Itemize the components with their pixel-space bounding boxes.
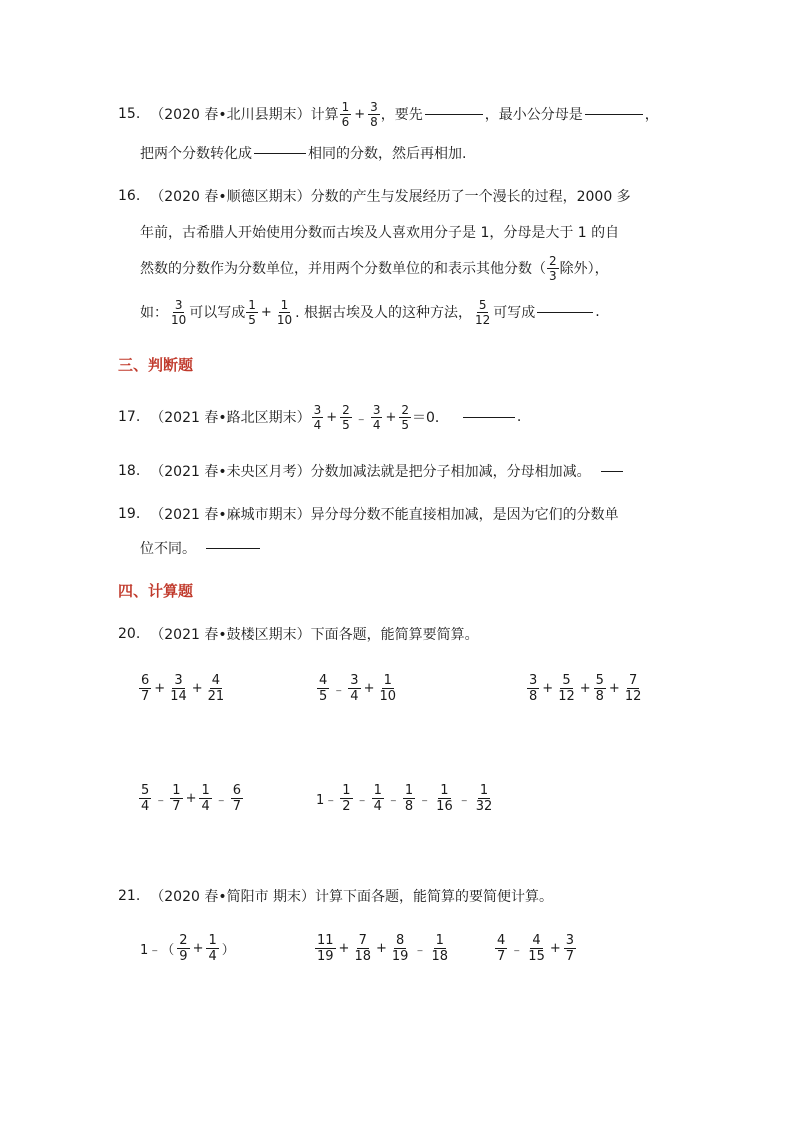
question-15-line-2: 把两个分数转化成 相同的分数，然后再相加. — [140, 146, 467, 162]
expression-20-5 — [314, 778, 495, 818]
question-number: 17. — [118, 409, 141, 425]
fraction — [377, 674, 398, 703]
numerator: 4 — [497, 932, 506, 948]
operator: ﹣ — [355, 792, 369, 808]
fraction — [177, 934, 189, 963]
numerator: 3 — [529, 672, 538, 688]
denominator: 4 — [208, 948, 217, 964]
denominator: 5 — [319, 688, 328, 704]
operator: + — [192, 940, 204, 956]
operator: ﹣ — [510, 942, 524, 958]
fraction — [495, 934, 507, 963]
fraction — [390, 934, 411, 963]
denominator: 32 — [475, 798, 493, 814]
expression-20-4 — [138, 778, 244, 818]
operator: + — [338, 940, 350, 956]
denominator: 16 — [436, 798, 453, 814]
fraction: $\frac{3}{4}$ — [372, 402, 381, 432]
fraction — [139, 784, 151, 813]
operator: ﹣ — [154, 792, 168, 808]
denominator: 8 — [404, 798, 414, 814]
denominator: 4 — [201, 798, 210, 814]
numerator: 1 — [373, 782, 382, 798]
fraction: $\frac{1}{6}$ — [341, 99, 350, 129]
question-21: 21. （2020 春•简阳市 期末）计算下面各题，能简算的要简便计算。 — [118, 888, 554, 905]
answer-blank[interactable] — [425, 113, 483, 115]
denominator: 2 — [342, 798, 351, 814]
fraction: $\frac{1}{5}$ — [248, 297, 256, 327]
operator: ﹣ — [413, 942, 427, 958]
numerator: 6 — [141, 672, 150, 688]
fraction — [474, 784, 495, 813]
fraction: $\frac{3}{4}$ — [313, 402, 322, 432]
numerator: 1 — [342, 782, 351, 798]
question-number: 18. — [118, 463, 141, 479]
operator: ﹣ — [457, 792, 471, 808]
denominator: 4 — [350, 688, 359, 704]
numerator: 1 — [404, 782, 414, 798]
operator: + — [579, 680, 591, 696]
denominator: 15 — [528, 948, 545, 964]
numerator: 4 — [211, 672, 221, 688]
fraction — [623, 674, 644, 703]
question-number: 20. — [118, 626, 141, 642]
question-16-line-4: 如： $\frac{3}{10}$ 可以写成 $\frac{1}{5}$ + $\frac{1}{10}$ . 根据古埃及人的这种方法， $\frac{5}{12}$ 可写成 . — [140, 297, 600, 327]
fraction — [168, 674, 189, 703]
numerator: 5 — [595, 672, 604, 688]
operator: + — [191, 680, 203, 696]
fraction — [434, 784, 455, 813]
question-19-line-2: 位不同。 — [140, 528, 262, 568]
operator: + — [542, 680, 554, 696]
operator: + — [154, 680, 166, 696]
question-16-line-3: 然数的分数作为分数单位，并用两个分数单位的和表示其他分数（ $\frac{2}{3}$ 除外）， — [140, 253, 609, 283]
answer-blank[interactable] — [585, 113, 643, 115]
fraction — [372, 784, 384, 813]
fraction: $\frac{2}{5}$ — [342, 402, 350, 432]
fraction — [317, 674, 329, 703]
denominator: 19 — [391, 948, 409, 964]
expression-21-3 — [494, 928, 577, 968]
denominator: 8 — [595, 688, 604, 704]
operator: ﹣ — [214, 792, 228, 808]
numerator: 3 — [350, 672, 359, 688]
question-15-line-1: 15. （2020 春•北川县期末）计算 $\frac{1}{6}$ + $\frac{3}{8}$ ，要先 ，最小公分母是 ， — [118, 99, 659, 129]
answer-blank[interactable] — [254, 152, 306, 154]
section-heading-judgement: 三、判断题 — [118, 356, 194, 374]
question-20: 20. （2021 春•鼓楼区期末）下面各题，能简算要简算。 — [118, 626, 479, 643]
denominator: 7 — [141, 688, 150, 704]
denominator: 7 — [497, 948, 506, 964]
expression-20-1 — [138, 668, 227, 708]
operator: + — [608, 680, 620, 696]
fraction — [564, 934, 576, 963]
numerator: 7 — [628, 672, 638, 688]
fraction: $\frac{3}{8}$ — [370, 99, 378, 129]
fraction — [231, 784, 243, 813]
numerator: 5 — [141, 782, 150, 798]
question-number: 16. — [118, 188, 141, 204]
fraction: $\frac{1}{10}$ — [276, 297, 293, 327]
denominator: 10 — [379, 688, 397, 704]
fraction — [352, 934, 373, 963]
numerator: 1 — [208, 932, 217, 948]
fraction — [348, 674, 360, 703]
operator: 1﹣（ — [140, 942, 175, 958]
fraction — [170, 784, 182, 813]
denominator: 4 — [141, 798, 150, 814]
denominator: 8 — [529, 688, 538, 704]
denominator: 18 — [354, 948, 371, 964]
denominator: 12 — [558, 688, 575, 704]
numerator: 7 — [358, 932, 367, 948]
question-19-line-1: 19. （2021 春•麻城市期末）异分母分数不能直接相加减，是因为它们的分数单 — [118, 506, 619, 523]
question-16-line-2: 年前，古希腊人开始使用分数而古埃及人喜欢用分子是 1，分母是大于 1 的自 — [140, 225, 620, 241]
denominator: 21 — [207, 688, 225, 704]
numerator: 2 — [179, 932, 188, 948]
answer-blank[interactable] — [601, 470, 623, 472]
numerator: 1 — [172, 782, 181, 798]
numerator: 3 — [565, 932, 575, 948]
fraction — [340, 784, 352, 813]
operator: ） — [221, 942, 235, 958]
numerator: 1 — [435, 932, 444, 948]
expression-21-2 — [314, 928, 451, 968]
fraction — [206, 934, 218, 963]
operator: + — [185, 790, 197, 806]
numerator: 3 — [174, 672, 183, 688]
numerator: 1 — [201, 782, 210, 798]
question-17: 17. （2021 春•路北区期末） $\frac{3}{4}$ + $\frac{2}{5}$ ﹣ $\frac{3}{4}$ + $\frac{2}{5}$ ＝0． . — [118, 402, 522, 432]
numerator: 6 — [232, 782, 242, 798]
question-number: 21. — [118, 888, 141, 904]
operator: ﹣ — [386, 792, 400, 808]
operator: + — [363, 680, 375, 696]
fraction: $\frac{5}{12}$ — [475, 297, 491, 327]
denominator: 7 — [172, 798, 181, 814]
denominator: 4 — [373, 798, 382, 814]
answer-blank[interactable] — [463, 416, 515, 418]
expression-20-2 — [316, 668, 399, 708]
denominator: 7 — [565, 948, 575, 964]
fraction — [206, 674, 227, 703]
denominator: 19 — [317, 948, 334, 964]
question-number: 15. — [118, 106, 141, 122]
numerator: 4 — [532, 932, 541, 948]
question-18: 18. （2021 春•未央区月考）分数加减法就是把分子相加减，分母相加减。 — [118, 451, 625, 491]
fraction: $\frac{2}{3}$ — [549, 253, 557, 283]
operator: + — [549, 940, 561, 956]
operator: + — [376, 940, 387, 956]
fraction — [594, 674, 606, 703]
question-source: （2020 春•北川县期末）计算 — [150, 107, 339, 123]
fraction — [199, 784, 211, 813]
question-16-line-1: 16. （2020 春•顺德区期末）分数的产生与发展经历了一个漫长的过程，2000 多 — [118, 188, 631, 205]
denominator: 12 — [624, 688, 642, 704]
fraction: $\frac{2}{5}$ — [401, 402, 409, 432]
fraction — [315, 934, 336, 963]
expression-21-1 — [138, 928, 237, 968]
fraction — [139, 674, 151, 703]
numerator: 1 — [479, 782, 489, 798]
denominator: 14 — [170, 688, 187, 704]
denominator: 9 — [179, 948, 188, 964]
section-heading-calculation: 四、计算题 — [118, 582, 194, 600]
answer-blank[interactable] — [537, 311, 593, 313]
fraction — [526, 934, 547, 963]
fraction — [527, 674, 539, 703]
expression-20-3 — [526, 668, 644, 708]
numerator: 1 — [383, 672, 392, 688]
fraction — [556, 674, 577, 703]
operator: ﹣ — [332, 682, 346, 698]
fraction — [429, 934, 450, 963]
numerator: 1 — [440, 782, 449, 798]
answer-blank[interactable] — [206, 547, 260, 549]
operator: ﹣ — [418, 792, 432, 808]
fraction: $\frac{3}{10}$ — [171, 297, 187, 327]
denominator: 18 — [431, 948, 449, 964]
question-number: 19. — [118, 506, 141, 522]
denominator: 7 — [232, 798, 242, 814]
numerator: 11 — [317, 932, 334, 948]
numerator: 8 — [396, 932, 405, 948]
numerator: 4 — [319, 672, 328, 688]
fraction — [403, 784, 415, 813]
operator: 1﹣ — [316, 792, 338, 808]
numerator: 5 — [562, 672, 571, 688]
